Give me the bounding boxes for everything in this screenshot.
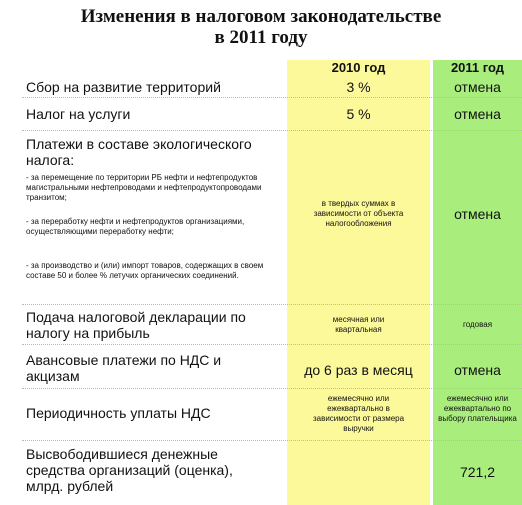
row-territory-fee-2010: 3 % xyxy=(346,79,371,95)
page-title xyxy=(0,6,522,48)
released-funds-line-1: Высвободившиеся денежные xyxy=(26,446,218,462)
row-profit-declaration-2010: месячная или квартальная xyxy=(332,315,385,334)
row-vat-advance-2010: до 6 раз в месяц xyxy=(304,362,413,378)
ecological-tax-line-2: налога: xyxy=(26,152,75,168)
row-vat-periodicity-2011: ежемесячно или ежеквартально по выбору плательщика xyxy=(438,394,517,423)
row-label-released-funds xyxy=(26,446,282,494)
row-profit-declaration-2011: годовая xyxy=(462,320,493,329)
ecological-tax-item-transit: - за перемещение по территории РБ нефти и нефтепродуктов магистральными нефтепроводами и нефтепродуктопроводами транзитом; xyxy=(26,173,262,202)
row-released-funds-2011: 721,2 xyxy=(459,464,496,480)
released-funds-line-3: млрд. рублей xyxy=(26,478,114,494)
ecological-tax-item-refining: - за переработку нефти и нефтепродуктов организациями, осуществляющими переработку нефти; xyxy=(26,217,245,236)
profit-declaration-line-2: налогу на прибыль xyxy=(26,325,150,341)
row-label-ecological-tax xyxy=(26,136,282,168)
profit-declaration-line-1: Подача налоговой декларации по xyxy=(26,309,246,325)
column-2010-background xyxy=(287,60,430,505)
row-label-profit-declaration xyxy=(26,309,282,341)
row-separator xyxy=(22,304,522,305)
title-line-1: Изменения в налоговом законодательстве xyxy=(80,6,442,27)
row-separator xyxy=(22,97,522,98)
ecological-tax-item-voc-products: - за производство и (или) импорт товаров, содержащих в своем составе 50 и более % летучих органических соединений. xyxy=(26,261,264,280)
row-label-vat-advance xyxy=(26,352,282,384)
row-separator xyxy=(22,344,522,345)
column-header-2011: 2011 год xyxy=(450,60,505,75)
column-2011-background xyxy=(433,60,522,505)
row-ecological-tax-2011: отмена xyxy=(454,206,501,222)
vat-advance-line-2: акцизам xyxy=(26,368,80,384)
vat-advance-line-1: Авансовые платежи по НДС и xyxy=(26,352,222,368)
row-separator xyxy=(22,440,522,441)
row-services-tax-2011: отмена xyxy=(454,106,501,122)
column-header-2010: 2010 год xyxy=(331,60,386,75)
ecological-tax-line-1: Платежи в составе экологического xyxy=(26,136,252,152)
released-funds-line-2: средства организаций (оценка), xyxy=(26,462,233,478)
title-line-2: в 2011 году xyxy=(214,27,308,48)
row-separator xyxy=(22,130,522,131)
row-label-territory-fee: Сбор на развитие территорий xyxy=(26,79,221,95)
row-services-tax-2010: 5 % xyxy=(346,106,371,122)
row-ecological-tax-2010: в твердых суммах в зависимости от объекта налогообложения xyxy=(313,199,404,228)
row-separator xyxy=(22,388,522,389)
row-vat-periodicity-2010: ежемесячно или ежеквартально в зависимости от размера выручки xyxy=(312,394,405,433)
row-vat-advance-2011: отмена xyxy=(454,362,501,378)
row-territory-fee-2011: отмена xyxy=(454,79,501,95)
row-label-vat-periodicity: Периодичность уплаты НДС xyxy=(26,405,211,421)
row-label-services-tax: Налог на услуги xyxy=(26,106,131,122)
